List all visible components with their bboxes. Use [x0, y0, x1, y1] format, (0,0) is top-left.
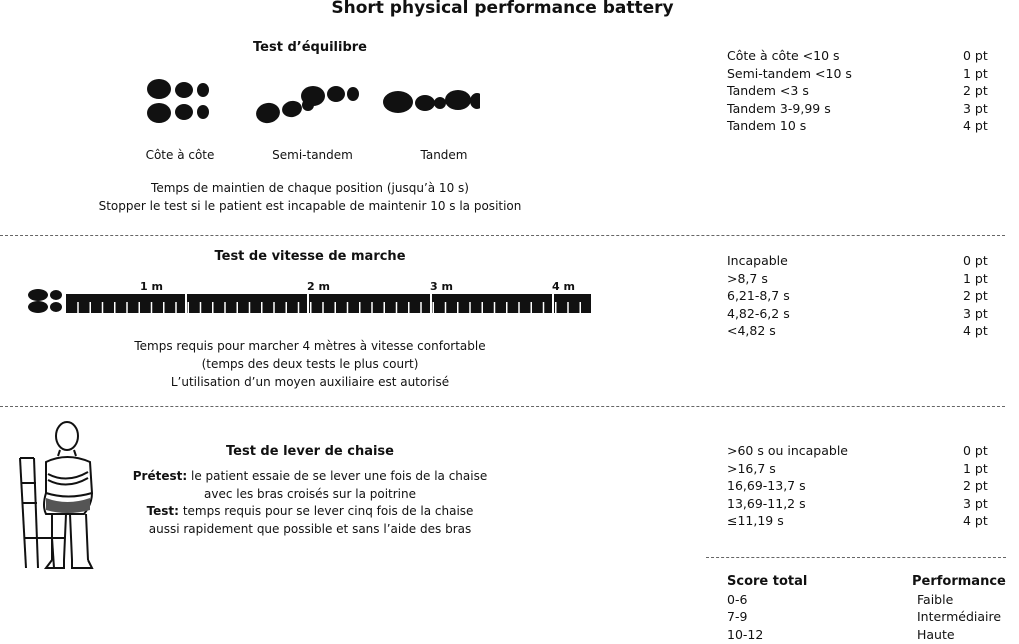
score-points: 2 pt — [963, 478, 988, 493]
score-points: 0 pt — [963, 253, 988, 268]
performance-level: Faible — [917, 591, 954, 607]
score-points: 0 pt — [963, 443, 988, 458]
semi-tandem-feet-icon — [254, 86, 359, 125]
page-title: Short physical performance battery — [331, 0, 674, 18]
score-points: 2 pt — [963, 83, 988, 98]
marker-3m: 3 m — [430, 280, 453, 293]
marker-4m: 4 m — [552, 280, 575, 293]
balance-instruction-1: Temps de maintien de chaque position (jusqu’à 10 s) — [151, 181, 469, 195]
position-label-side-by-side: Côte à côte — [145, 148, 215, 162]
start-feet-icon — [28, 289, 62, 313]
score-points: 1 pt — [963, 270, 988, 286]
score-points: 3 pt — [963, 305, 988, 321]
performance-header: Performance — [912, 574, 1006, 589]
test-line-2: aussi rapidement que possible et sans l’aide des bras — [148, 522, 472, 536]
chair-heading: Test de lever de chaise — [226, 444, 394, 459]
total-score-range: 10-12 — [727, 626, 764, 642]
score-points: 0 pt — [963, 48, 988, 63]
score-label: >60 s ou incapable — [727, 443, 849, 458]
balance-score-table — [727, 48, 1007, 136]
position-label-tandem: Tandem — [420, 148, 468, 162]
gait-score-table — [727, 253, 1007, 341]
chair-score-table — [727, 443, 1007, 531]
performance-level: Haute — [917, 626, 955, 642]
score-label: ≤11,19 s — [727, 513, 784, 528]
pretest-line-2: avec les bras croisés sur la poitrine — [203, 487, 416, 501]
side-by-side-feet-icon — [147, 79, 209, 123]
score-label: 6,21-8,7 s — [727, 288, 790, 303]
total-score-header: Score total — [727, 574, 808, 589]
gait-instruction-3: L’utilisation d’un moyen auxiliaire est autorisé — [170, 375, 450, 389]
score-points: 4 pt — [963, 118, 988, 133]
pretest-label: Prétest: — [132, 469, 188, 483]
score-label: >8,7 s — [727, 270, 768, 286]
score-label: 13,69-11,2 s — [727, 495, 806, 511]
score-points: 1 pt — [963, 65, 988, 81]
score-points: 3 pt — [963, 495, 988, 511]
pretest-text: le patient essaie de se lever une fois de la chaise — [190, 469, 488, 483]
gait-instruction-1: Temps requis pour marcher 4 mètres à vitesse confortable — [134, 339, 486, 353]
score-points: 4 pt — [963, 323, 988, 338]
gait-heading: Test de vitesse de marche — [214, 249, 406, 264]
feet-positions-illustration — [140, 72, 480, 132]
score-points: 2 pt — [963, 288, 988, 303]
tandem-feet-icon — [383, 90, 480, 113]
marker-2m: 2 m — [307, 280, 330, 293]
score-label: 4,82-6,2 s — [727, 305, 790, 321]
score-label: Semi-tandem <10 s — [727, 65, 852, 81]
score-label: 16,69-13,7 s — [727, 478, 806, 493]
test-line-1 — [60, 502, 560, 520]
score-label: <4,82 s — [727, 323, 776, 338]
test-label: Test: — [146, 504, 179, 518]
marker-1m: 1 m — [140, 280, 163, 293]
score-points: 3 pt — [963, 100, 988, 116]
score-label: Tandem 3-9,99 s — [727, 100, 831, 116]
balance-heading: Test d’équilibre — [253, 40, 367, 55]
walking-track-illustration — [20, 286, 595, 316]
balance-instruction-2: Stopper le test si le patient est incapable de maintenir 10 s la position — [98, 199, 522, 213]
score-label: Incapable — [727, 253, 788, 268]
pretest-line-1 — [60, 467, 560, 485]
score-label: Tandem <3 s — [727, 83, 809, 98]
test-text: temps requis pour se lever cinq fois de la chaise — [182, 504, 474, 518]
position-label-semi-tandem: Semi-tandem — [272, 148, 353, 162]
track-bar — [66, 294, 591, 313]
total-score-range: 0-6 — [727, 591, 748, 607]
performance-level: Intermédiaire — [917, 609, 1002, 624]
total-divider — [706, 557, 1006, 558]
score-points: 1 pt — [963, 460, 988, 476]
section-divider — [0, 406, 1005, 407]
score-label: >16,7 s — [727, 460, 776, 476]
total-score-range: 7-9 — [727, 609, 748, 624]
score-points: 4 pt — [963, 513, 988, 528]
total-score-table — [727, 574, 1017, 644]
section-divider — [0, 235, 1005, 236]
gait-instruction-2: (temps des deux tests le plus court) — [201, 357, 419, 371]
score-label: Côte à côte <10 s — [727, 48, 840, 63]
score-label: Tandem 10 s — [727, 118, 807, 133]
